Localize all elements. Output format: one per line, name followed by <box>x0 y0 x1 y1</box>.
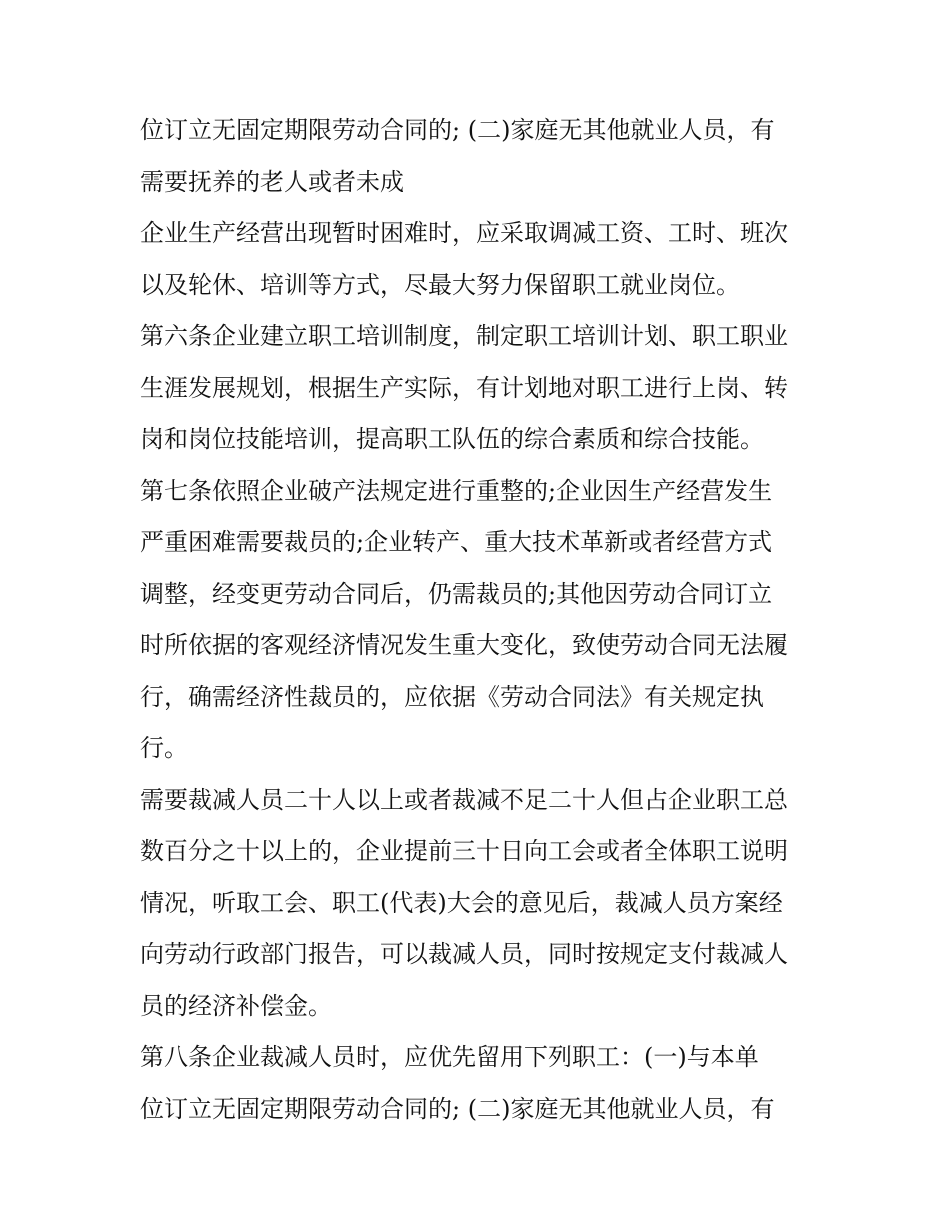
text-line: 第七条依照企业破产法规定进行重整的;企业因生产经营发生 <box>140 476 773 505</box>
text-line: 需要抚养的老人或者未成 <box>140 167 404 196</box>
text-line: 调整，经变更劳动合同后，仍需裁员的;其他因劳动合同订立 <box>140 579 773 608</box>
text-line: 情况，听取工会、职工(代表)大会的意见后，裁减人员方案经 <box>140 888 783 917</box>
paragraph-2 <box>140 208 820 311</box>
text-line: 位订立无固定期限劳动合同的; (二)家庭无其他就业人员，有 <box>140 116 775 144</box>
text-line: 行。 <box>140 734 188 762</box>
text-line: 企业生产经营出现暂时困难时，应采取调减工资、工时、班次 <box>140 219 788 247</box>
document-body <box>140 105 820 1135</box>
text-line: 时所依据的客观经济情况发生重大变化，致使劳动合同无法履 <box>140 631 788 659</box>
paragraph-layoff-procedure <box>140 775 820 1033</box>
text-line: 生涯发展规划，根据生产实际，有计划地对职工进行上岗、转 <box>140 373 788 402</box>
text-line: 位订立无固定期限劳动合同的; (二)家庭无其他就业人员，有 <box>140 1094 775 1123</box>
text-line: 岗和岗位技能培训，提高职工队伍的综合素质和综合技能。 <box>140 425 764 453</box>
text-line: 行，确需经济性裁员的，应依据《劳动合同法》有关规定执 <box>140 682 764 711</box>
text-line: 需要裁减人员二十人以上或者裁减不足二十人但占企业职工总 <box>140 785 788 814</box>
text-line: 第八条企业裁减人员时，应优先留用下列职工：(一)与本单 <box>140 1043 759 1071</box>
text-line: 严重困难需要裁员的;企业转产、重大技术革新或者经营方式 <box>140 528 773 556</box>
text-line: 第六条企业建立职工培训制度，制定职工培训计划、职工职业 <box>140 322 788 350</box>
text-line: 以及轮休、培训等方式，尽最大努力保留职工就业岗位。 <box>140 270 740 299</box>
text-line: 员的经济补偿金。 <box>140 991 332 1020</box>
text-line: 数百分之十以上的，企业提前三十日向工会或者全体职工说明 <box>140 837 788 865</box>
text-line: 向劳动行政部门报告，可以裁减人员，同时按规定支付裁减人 <box>140 940 788 968</box>
paragraph-article-6 <box>140 311 820 466</box>
paragraph-1 <box>140 105 820 208</box>
paragraph-article-8 <box>140 1032 820 1135</box>
paragraph-article-7 <box>140 466 820 775</box>
